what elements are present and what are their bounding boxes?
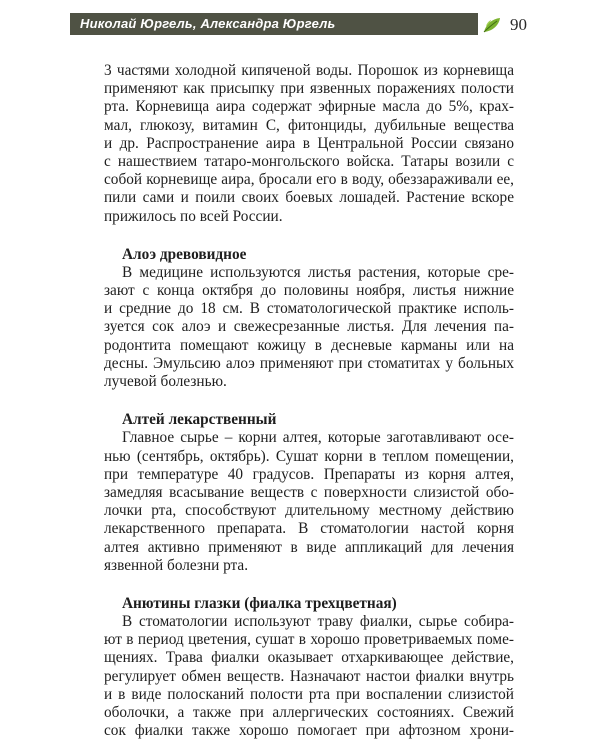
section-pansy xyxy=(104,595,514,741)
running-header xyxy=(70,13,535,35)
text-line: ют в период цветения, сушат в хорошо проветриваемых поме- xyxy=(104,631,514,649)
page-body xyxy=(104,62,514,740)
text-line: и др. Распространение аира в Центральной России связано xyxy=(104,134,514,152)
text-line: рта. Корневища аира содержат эфирные масла до 5%, крах- xyxy=(104,98,514,116)
text-line: В стоматологии используют траву фиалки, сырье собира- xyxy=(122,613,514,631)
text-line: с нашествием татаро-монгольского войска. Татары возили с xyxy=(104,152,514,170)
text-line: В медицине используются листья растения, которые сре- xyxy=(122,263,514,281)
section-althaea xyxy=(104,411,514,575)
text-line: применяют как присыпку при язвенных поражениях полости xyxy=(104,80,514,98)
text-line: замедляя всасывание веществ с поверхности слизистой обо- xyxy=(104,483,514,501)
text-line: пили сами и поили своих боевых лошадей. Растение вскоре xyxy=(104,189,514,207)
text-line: лекарственного препарата. В стоматологии настой корня xyxy=(104,520,514,538)
text-line: зуется сок алоэ и свежесрезанные листья. Для лечения па- xyxy=(104,318,514,336)
text-line: собой корневище аира, бросали его в воду, обеззараживали ее, xyxy=(104,171,514,189)
text-line: сок фиалки также хорошо помогает при афтозном хрони- xyxy=(104,722,514,740)
text-line: зают с конца октября до половины ноября, листья нижние xyxy=(104,282,514,300)
text-line: при температуре 40 градусов. Препараты из корня алтея, xyxy=(104,465,514,483)
text-line: Главное сырье – корни алтея, которые заготавливают осе- xyxy=(122,429,514,447)
header-title: Николай Юргель, Александра Юргель xyxy=(70,13,478,35)
section-heading: Анютины глазки (фиалка трехцветная) xyxy=(122,594,397,612)
text-line: и средние до 18 см. В стоматологической практике исполь- xyxy=(104,300,514,318)
section-heading: Алтей лекарственный xyxy=(122,411,277,429)
text-line: оболочки, а также при аллергических состояниях. Свежий xyxy=(104,704,514,721)
text-line: лучевой болезнью. xyxy=(104,373,227,390)
text-line: нью (сентябрь, октябрь). Сушат корни в теплом помещении, xyxy=(104,447,514,465)
text-line: регулирует обмен веществ. Назначают настои фиалки внутрь xyxy=(104,667,514,685)
section-aloe xyxy=(104,246,514,392)
text-line: прижилось по всей России. xyxy=(104,207,283,225)
text-line: язвенной болезни рта. xyxy=(104,556,249,574)
text-line: щениях. Трава фиалки оказывает отхаркивающее действие, xyxy=(104,649,514,667)
text-line: лочки рта, способствуют длительному местному действию xyxy=(104,502,514,520)
text-line: десны. Эмульсию алоэ применяют при стоматитах у больных xyxy=(104,354,514,372)
text-line: алтея активно применяют в виде аппликаций для лечения xyxy=(104,538,514,556)
page-number: 90 xyxy=(510,15,527,34)
text-line: 3 частями холодной кипяченой воды. Порошок из корневища xyxy=(104,62,514,79)
text-line: и в виде полосканий полости рта при воспалении слизистой xyxy=(104,685,514,703)
text-line: родонтита помещают кожицу в десневые карманы или на xyxy=(104,336,514,354)
continuation-paragraph xyxy=(104,62,514,226)
section-heading: Алоэ древовидное xyxy=(122,245,247,263)
leaf-icon xyxy=(482,16,502,34)
text-line: мал, глюкозу, витамин С, фитонциды, дубильные вещества xyxy=(104,116,514,134)
